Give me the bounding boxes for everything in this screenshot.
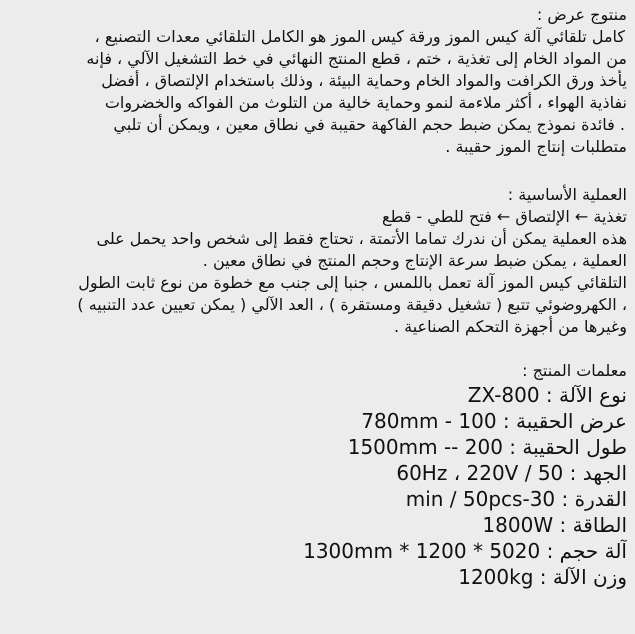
process-line-5: وغيرها من أجهزة التحكم الصناعية . [393,317,627,336]
intro-line-3: يأخذ ورق الكرافت والمواد الخام وحماية البيئة ، وذلك باستخدام الإلتصاق ، أفضل [101,71,627,90]
process-heading: العملية الأساسية : [507,185,627,204]
process-flow: تغذية ← الإلتصاق ← فتح للطي - قطع [382,207,627,226]
section-spacer [8,338,627,360]
intro-line-5: . فائدة نموذج يمكن ضبط حجم الفاكهة حقيبة في نطاق معين ، ويمكن أن تلبي [113,115,625,134]
intro-line-2: من المواد الخام إلى تغذية ، ختم ، قطع المنتج النهائي في خط التشغيل الآلي ، فإنه [86,49,627,68]
spec-machine-weight: وزن الآلة : 1200kg [458,565,627,589]
spec-bag-length: طول الحقيبة : 200 -- 1500mm [347,435,627,459]
spec-bag-width: عرض الحقيبة : 100 - 780mm [361,409,627,433]
spec-voltage: الجهد : 50 / 60Hz ، 220V [396,461,627,485]
product-description-document [8,4,627,634]
spec-machine-size: آلة حجم : 5020 * 1200 * 1300mm [303,539,627,563]
process-line-2: العملية ، يمكن ضبط سرعة الإنتاج وحجم المنتج في نطاق معين . [202,251,627,270]
spec-power: الطاقة : 1800W [482,513,627,537]
process-line-1: هذه العملية يمكن أن ندرك تماما الأتمتة ، تحتاج فقط إلى شخص واحد يحمل على [96,229,627,248]
intro-heading: منتوج عرض : [536,5,627,24]
specs-heading: معلمات المنتج : [522,361,627,380]
intro-line-6: متطلبات إنتاج الموز حقيبة . [445,137,627,156]
spec-capacity: القدرة : 30-min / 50pcs [405,487,627,511]
process-line-4: ، الكهروضوئي تتبع ( تشغيل دقيقة ومستقرة ) ، العد الآلي ( يمكن تعيين عدد التنبيه ) [77,295,627,314]
spec-machine-type: نوع الآلة : ZX-800 [467,383,627,407]
intro-line-1: كامل تلقائي آلة كيس الموز ورقة كيس الموز هو الكامل التلقائي معدات التصنيع ، [94,27,625,46]
section-spacer [8,158,627,184]
process-line-3: التلقائي كيس الموز آلة تعمل باللمس ، جنبا إلى جنب مع خطوة من نوع ثابت الطول [78,273,627,292]
intro-line-4: نفاذية الهواء ، أكثر ملاءمة لنمو وحماية خالية من التلوث من الفواكه والخضروات [104,93,627,112]
